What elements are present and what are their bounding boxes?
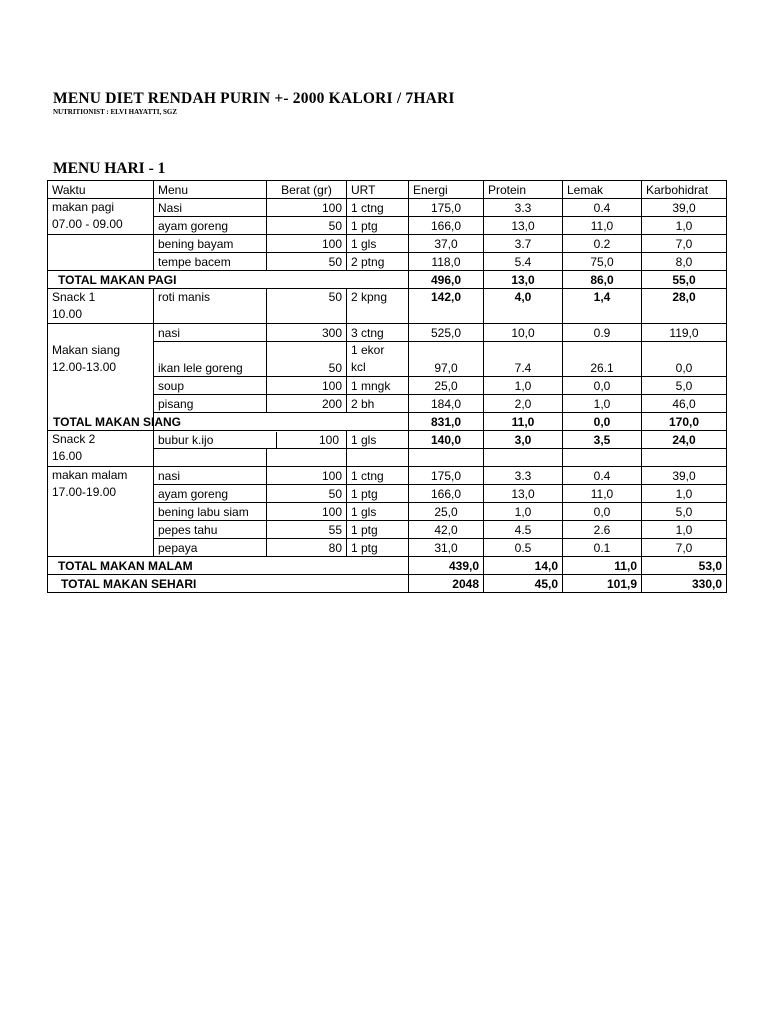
- karbo-cell: 5,0: [642, 377, 727, 395]
- energi-cell: 175,0: [409, 199, 484, 217]
- karbo-cell: 39,0: [642, 467, 727, 485]
- header-energi: Energi: [409, 181, 484, 199]
- menu-text: bubur k.ijo: [158, 432, 214, 447]
- berat-cell: 50: [267, 217, 347, 235]
- protein-cell: 5.4: [484, 253, 563, 271]
- protein-cell: 3,0: [484, 431, 563, 449]
- lemak-cell: 0,0: [563, 503, 642, 521]
- total-energi: 831,0: [409, 413, 484, 431]
- waktu-snack1-cell: [48, 289, 154, 324]
- berat-cell: 100: [267, 503, 347, 521]
- header-menu: Menu: [154, 181, 267, 199]
- karbo-cell: 39,0: [642, 199, 727, 217]
- berat-cell: 80: [267, 539, 347, 557]
- total-lemak: 11,0: [563, 557, 642, 575]
- day-heading: MENU HARI - 1: [53, 160, 166, 177]
- menu-cell: soup: [154, 377, 267, 395]
- total-karbo: 170,0: [642, 413, 727, 431]
- total-label: TOTAL MAKAN MALAM: [48, 557, 409, 575]
- berat-cell: 50: [267, 485, 347, 503]
- urt-cell: 1 ptg: [347, 539, 409, 557]
- menu-cell: ikan lele goreng: [154, 342, 267, 377]
- menu-cell: Nasi: [154, 199, 267, 217]
- waktu-malam-label: makan malam: [52, 468, 128, 482]
- berat-cell: 100: [267, 235, 347, 253]
- table-header-row: [48, 181, 727, 199]
- urt-cell: [347, 342, 409, 377]
- energi-cell: 184,0: [409, 395, 484, 413]
- menu-cell: pepaya: [154, 539, 267, 557]
- berat-cell: 50: [267, 253, 347, 271]
- total-karbo: 53,0: [642, 557, 727, 575]
- total-row-malam: [48, 557, 727, 575]
- urt-cell: 1 ptg: [347, 485, 409, 503]
- menu-cell: nasi: [154, 467, 267, 485]
- lemak-cell: 2.6: [563, 521, 642, 539]
- karbo-cell: 28,0: [642, 289, 727, 307]
- urt-cell: 1 mngk: [347, 377, 409, 395]
- lemak-cell: 0.9: [563, 324, 642, 342]
- header-protein: Protein: [484, 181, 563, 199]
- menu-cell: roti manis: [154, 289, 267, 307]
- header-urt: URT: [347, 181, 409, 199]
- urt-cell: 1 ctng: [347, 199, 409, 217]
- urt-cell: 1 ptg: [347, 521, 409, 539]
- berat-cell: 50: [267, 289, 347, 307]
- urt-cell: 1 gls: [347, 431, 409, 449]
- protein-cell: 3.7: [484, 235, 563, 253]
- menu-cell: pepes tahu: [154, 521, 267, 539]
- urt-cell: 1 ptg: [347, 217, 409, 235]
- menu-cell: bening labu siam: [154, 503, 267, 521]
- total-protein: 45,0: [484, 575, 563, 593]
- total-lemak: 86,0: [563, 271, 642, 289]
- protein-cell: 4,0: [484, 289, 563, 307]
- total-protein: 13,0: [484, 271, 563, 289]
- energi-cell: 525,0: [409, 324, 484, 342]
- lemak-cell: 11,0: [563, 485, 642, 503]
- protein-cell: 3.3: [484, 199, 563, 217]
- table-row: [48, 253, 727, 271]
- waktu-malam-cell: [48, 467, 154, 557]
- total-label: TOTAL MAKAN PAGI: [48, 271, 409, 289]
- table-row: [48, 289, 727, 307]
- header-karbohidrat: Karbohidrat: [642, 181, 727, 199]
- karbo-cell: 46,0: [642, 395, 727, 413]
- waktu-empty-cell: [48, 235, 154, 253]
- protein-cell: 13,0: [484, 485, 563, 503]
- waktu-siang-time: 12.00-13.00: [52, 360, 117, 374]
- total-row-sehari: [48, 575, 727, 593]
- energi-cell: 142,0: [409, 289, 484, 307]
- total-energi: 496,0: [409, 271, 484, 289]
- lemak-cell: 0.4: [563, 199, 642, 217]
- header-berat: Berat (gr): [267, 181, 347, 199]
- waktu-malam-time: 17.00-19.00: [52, 485, 117, 499]
- karbo-cell: 1,0: [642, 217, 727, 235]
- total-lemak: 0,0: [563, 413, 642, 431]
- karbo-cell: 5,0: [642, 503, 727, 521]
- header-waktu: Waktu: [48, 181, 154, 199]
- menu-cell: ayam goreng: [154, 217, 267, 235]
- karbo-cell: 1,0: [642, 521, 727, 539]
- berat-cell: 55: [267, 521, 347, 539]
- table-row: [48, 431, 727, 449]
- urt-cell: 3 ctng: [347, 324, 409, 342]
- table-row: [48, 199, 727, 217]
- total-karbo: 55,0: [642, 271, 727, 289]
- protein-cell: 1,0: [484, 503, 563, 521]
- lemak-cell: 0.4: [563, 467, 642, 485]
- total-row-pagi: [48, 271, 727, 289]
- lemak-cell: 0,0: [563, 377, 642, 395]
- menu-cell: [154, 431, 347, 449]
- karbo-cell: 7,0: [642, 235, 727, 253]
- energi-cell: 25,0: [409, 377, 484, 395]
- karbo-cell: 8,0: [642, 253, 727, 271]
- lemak-cell: 0.1: [563, 539, 642, 557]
- waktu-snack1-label: Snack 1: [52, 290, 96, 304]
- total-label: TOTAL MAKAN SEHARI: [48, 575, 409, 593]
- berat-text: 100: [276, 432, 343, 448]
- berat-cell: 100: [267, 377, 347, 395]
- menu-cell: tempe bacem: [154, 253, 267, 271]
- energi-cell: 37,0: [409, 235, 484, 253]
- karbo-cell: 0,0: [642, 342, 727, 377]
- waktu-empty-cell: [48, 253, 154, 271]
- energi-cell: 140,0: [409, 431, 484, 449]
- total-energi: 2048: [409, 575, 484, 593]
- protein-cell: 0.5: [484, 539, 563, 557]
- lemak-cell: 1,0: [563, 395, 642, 413]
- energi-cell: 25,0: [409, 503, 484, 521]
- karbo-cell: 24,0: [642, 431, 727, 449]
- menu-table: [47, 180, 727, 593]
- lemak-cell: 11,0: [563, 217, 642, 235]
- karbo-cell: 7,0: [642, 539, 727, 557]
- lemak-cell: 1,4: [563, 289, 642, 307]
- waktu-snack1-time: 10.00: [52, 307, 83, 321]
- protein-cell: 13,0: [484, 217, 563, 235]
- karbo-cell: 1,0: [642, 485, 727, 503]
- energi-cell: 166,0: [409, 217, 484, 235]
- total-protein: 11,0: [484, 413, 563, 431]
- urt-cell: 2 kpng: [347, 289, 409, 307]
- waktu-snack2-cell: [48, 431, 154, 467]
- energi-cell: 42,0: [409, 521, 484, 539]
- protein-cell: 1,0: [484, 377, 563, 395]
- nutritionist-credit: NUTRITIONIST : ELVI HAYATTI, SGZ: [53, 108, 178, 116]
- lemak-cell: 75,0: [563, 253, 642, 271]
- menu-cell: nasi: [154, 324, 267, 342]
- menu-cell: bening bayam: [154, 235, 267, 253]
- energi-cell: 166,0: [409, 485, 484, 503]
- total-energi: 439,0: [409, 557, 484, 575]
- protein-cell: 10,0: [484, 324, 563, 342]
- energi-cell: 118,0: [409, 253, 484, 271]
- berat-cell: 100: [267, 199, 347, 217]
- berat-cell: 200: [267, 395, 347, 413]
- waktu-snack2-label: Snack 2: [52, 432, 96, 446]
- total-siang-label: TOTAL MAKAN SIANG: [53, 414, 181, 429]
- berat-cell: 50: [267, 342, 347, 377]
- total-protein: 14,0: [484, 557, 563, 575]
- urt-cell: 2 ptng: [347, 253, 409, 271]
- table-row: [48, 235, 727, 253]
- waktu-pagi-label: makan pagi: [52, 200, 115, 214]
- berat-cell: 100: [267, 467, 347, 485]
- energi-cell: 175,0: [409, 467, 484, 485]
- total-karbo: 330,0: [642, 575, 727, 593]
- urt-line: 1 ekor: [351, 343, 385, 357]
- protein-cell: 2,0: [484, 395, 563, 413]
- waktu-pagi-cell: [48, 199, 154, 235]
- urt-line: kcl: [351, 360, 366, 374]
- berat-cell: 300: [267, 324, 347, 342]
- energi-cell: 31,0: [409, 539, 484, 557]
- lemak-cell: 0.2: [563, 235, 642, 253]
- lemak-cell: 3,5: [563, 431, 642, 449]
- urt-cell: 1 gls: [347, 235, 409, 253]
- menu-cell: ayam goreng: [154, 485, 267, 503]
- menu-cell: pisang: [154, 395, 267, 413]
- karbo-cell: 119,0: [642, 324, 727, 342]
- urt-cell: 1 ctng: [347, 467, 409, 485]
- protein-cell: 3.3: [484, 467, 563, 485]
- table-row: [48, 467, 727, 485]
- urt-cell: 1 gls: [347, 503, 409, 521]
- total-lemak: 101,9: [563, 575, 642, 593]
- energi-cell: 97,0: [409, 342, 484, 377]
- urt-cell: 2 bh: [347, 395, 409, 413]
- waktu-snack2-time: 16.00: [52, 449, 83, 463]
- protein-cell: 7.4: [484, 342, 563, 377]
- protein-cell: 4.5: [484, 521, 563, 539]
- waktu-siang-label: Makan siang: [52, 343, 121, 357]
- table-row: [48, 324, 727, 342]
- lemak-cell: 26.1: [563, 342, 642, 377]
- document-title: MENU DIET RENDAH PURIN +- 2000 KALORI / 7HARI: [53, 90, 455, 107]
- waktu-pagi-time: 07.00 - 09.00: [52, 217, 123, 231]
- header-lemak: Lemak: [563, 181, 642, 199]
- total-label-spacer: [154, 413, 409, 431]
